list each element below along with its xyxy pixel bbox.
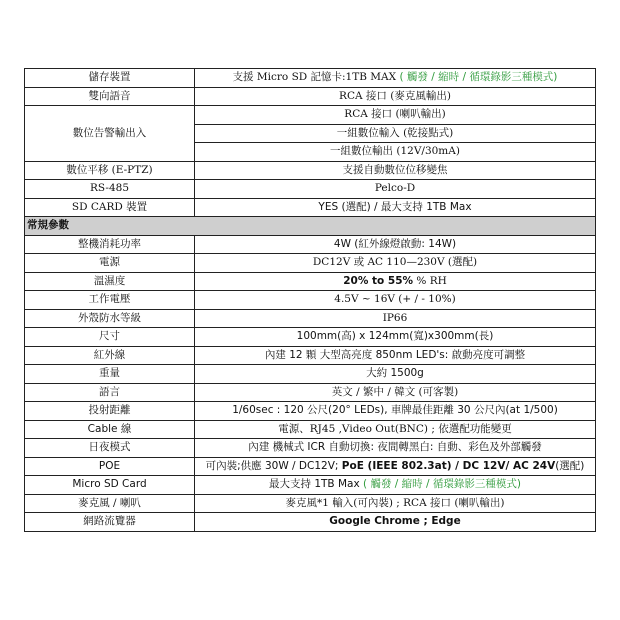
row-label: 語言 xyxy=(25,383,195,402)
table-row xyxy=(25,402,596,421)
microsd-value: 最大支持 1TB Max xyxy=(269,478,360,491)
table-row xyxy=(25,383,596,402)
table-row xyxy=(25,439,596,458)
row-value: IP66 xyxy=(195,309,596,328)
row-label: 外殼防水等級 xyxy=(25,309,195,328)
row-label: POE xyxy=(25,457,195,476)
row-value: 一組數位輸出 (12V/30mA) xyxy=(195,143,596,162)
row-label: 麥克風 / 喇叭 xyxy=(25,494,195,513)
table-row xyxy=(25,457,596,476)
row-label: 整機消耗功率 xyxy=(25,235,195,254)
row-value: 100mm(高) x 124mm(寬)x300mm(長) xyxy=(195,328,596,347)
row-value: YES (選配) / 最大支持 1TB Max xyxy=(195,198,596,217)
table-row xyxy=(25,309,596,328)
row-label: 日夜模式 xyxy=(25,439,195,458)
table-row xyxy=(25,87,596,106)
humidity-unit: % RH xyxy=(416,274,447,287)
row-label: 尺寸 xyxy=(25,328,195,347)
row-value: 英文 / 繁中 / 韓文 (可客製) xyxy=(195,383,596,402)
row-label: 雙向語音 xyxy=(25,87,195,106)
table-row xyxy=(25,161,596,180)
table-row xyxy=(25,420,596,439)
row-value: RCA 接口 (麥克風輸出) xyxy=(195,87,596,106)
poe-optional: (選配) xyxy=(555,459,585,472)
table-row xyxy=(25,69,596,88)
table-row xyxy=(25,291,596,310)
row-value: 1/60sec : 120 公尺(20° LEDs), 車牌最佳距離 30 公尺內(at 1/500) xyxy=(195,402,596,421)
row-value: RCA 接口 (喇叭輸出) xyxy=(195,106,596,125)
poe-supply: 可內裝;供應 30W / DC12V; xyxy=(205,459,339,472)
row-label: 紅外線 xyxy=(25,346,195,365)
microsd-modes: ( 觸發 / 縮時 / 循環錄影三種模式) xyxy=(363,478,521,491)
table-row xyxy=(25,476,596,495)
table-row xyxy=(25,346,596,365)
row-value: 內建 機械式 ICR 自動切換: 夜間轉黑白: 自動、彩色及外部觸發 xyxy=(195,439,596,458)
row-label: 數位告警輸出入 xyxy=(25,106,195,162)
storage-modes: ( 觸發 / 縮時 / 循環錄影三種模式) xyxy=(399,71,558,84)
row-label: 儲存裝置 xyxy=(25,69,195,88)
row-label: 數位平移 (E-PTZ) xyxy=(25,161,195,180)
row-value: 4.5V ~ 16V (+ / - 10%) xyxy=(195,291,596,310)
row-value xyxy=(195,69,596,88)
row-value: 內建 12 顆 大型高亮度 850nm LED's: 啟動亮度可調整 xyxy=(195,346,596,365)
spec-table xyxy=(24,68,596,532)
row-value xyxy=(195,457,596,476)
row-label: 電源 xyxy=(25,254,195,273)
table-row xyxy=(25,513,596,532)
table-row xyxy=(25,235,596,254)
row-value: Google Chrome ; Edge xyxy=(195,513,596,532)
row-value: DC12V 或 AC 110—230V (選配) xyxy=(195,254,596,273)
row-label: Cable 線 xyxy=(25,420,195,439)
row-value: 4W (紅外線燈啟動: 14W) xyxy=(195,235,596,254)
table-row xyxy=(25,198,596,217)
row-label: 重量 xyxy=(25,365,195,384)
row-value: 支援自動數位位移變焦 xyxy=(195,161,596,180)
row-label: RS-485 xyxy=(25,180,195,199)
section-title: 常規參數 xyxy=(25,217,596,236)
row-value: 電源、RJ45 ,Video Out(BNC) ; 依選配功能變更 xyxy=(195,420,596,439)
row-label: Micro SD Card xyxy=(25,476,195,495)
row-label: 投射距離 xyxy=(25,402,195,421)
poe-standard: PoE (IEEE 802.3at) / DC 12V/ AC 24V xyxy=(341,459,556,472)
table-row xyxy=(25,254,596,273)
row-value: 一組數位輸入 (乾接點式) xyxy=(195,124,596,143)
row-value xyxy=(195,476,596,495)
table-row xyxy=(25,272,596,291)
row-value xyxy=(195,272,596,291)
row-label: 工作電壓 xyxy=(25,291,195,310)
row-value: 麥克風*1 輸入(可內裝) ; RCA 接口 (喇叭輸出) xyxy=(195,494,596,513)
humidity-range: 20% to 55% xyxy=(343,274,414,287)
row-value: Pelco-D xyxy=(195,180,596,199)
row-value: 大約 1500g xyxy=(195,365,596,384)
table-row xyxy=(25,328,596,347)
row-label: SD CARD 裝置 xyxy=(25,198,195,217)
table-row xyxy=(25,494,596,513)
table-row xyxy=(25,106,596,125)
section-header-row xyxy=(25,217,596,236)
row-label: 網路流覽器 xyxy=(25,513,195,532)
table-row xyxy=(25,365,596,384)
table-row xyxy=(25,180,596,199)
storage-value: 支援 Micro SD 記憶卡:1TB MAX xyxy=(232,71,397,84)
row-label: 溫濕度 xyxy=(25,272,195,291)
